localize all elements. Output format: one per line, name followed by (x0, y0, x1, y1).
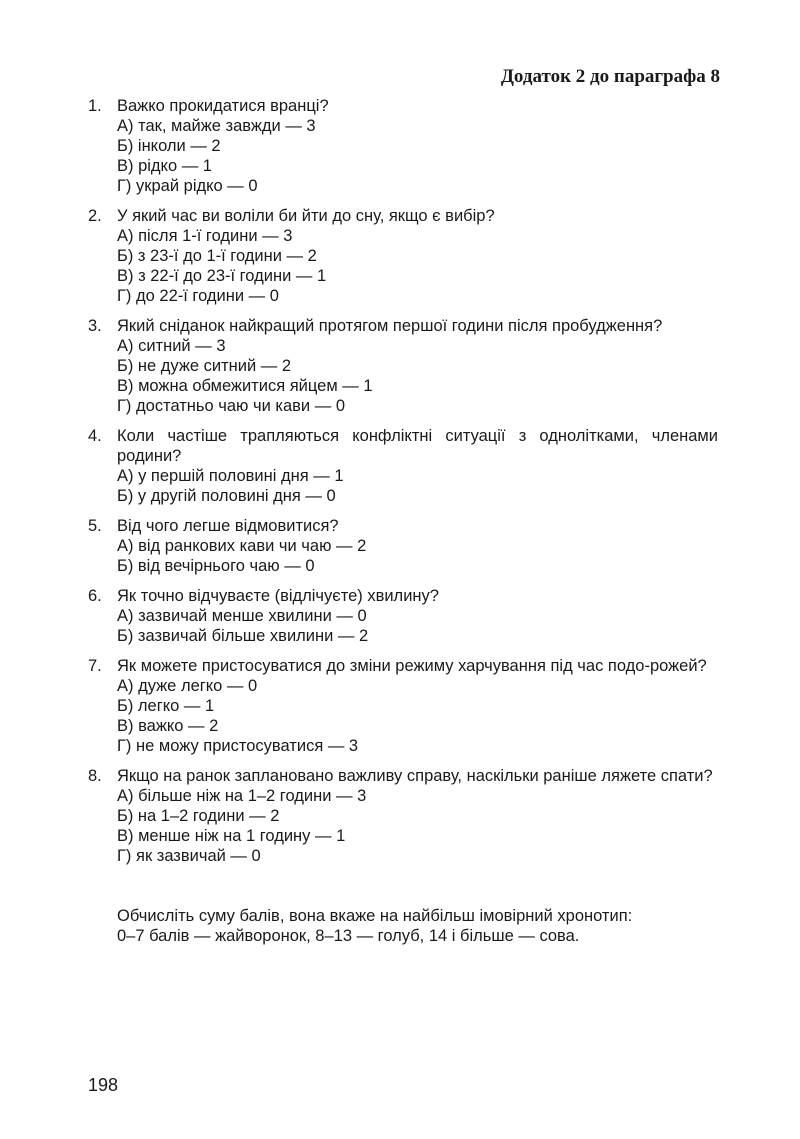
answer-options (88, 226, 718, 306)
question-item (88, 316, 718, 416)
question-number: 2. (88, 207, 102, 225)
answer-option: Б) у другій половині дня — 0 (117, 487, 336, 505)
question-number: 4. (88, 427, 102, 445)
answer-options (88, 116, 718, 196)
question-text: Як точно відчуваєте (відлічуєте) хвилину? (117, 587, 439, 605)
question-number: 7. (88, 657, 102, 675)
question-item (88, 766, 718, 866)
answer-option: Б) легко — 1 (117, 697, 215, 715)
appendix-heading: Додаток 2 до параграфа 8 (500, 66, 720, 87)
answer-option: В) важко — 2 (117, 717, 219, 735)
answer-option: Б) з 23-ї до 1-ї години — 2 (117, 247, 317, 265)
summary-line-2: 0–7 балів — жайворонок, 8–13 — голуб, 14 і більше — сова. (117, 927, 580, 945)
questionnaire (88, 96, 718, 876)
answer-options (88, 676, 718, 756)
answer-option: Б) від вечірнього чаю — 0 (117, 557, 315, 575)
answer-option: Г) як зазвичай — 0 (117, 847, 261, 865)
question-header (88, 316, 718, 336)
question-text: Який сніданок найкращий протягом першої години після пробудження? (117, 317, 663, 335)
answer-option: А) ситний — 3 (117, 337, 226, 355)
answer-option: Г) достатньо чаю чи кави — 0 (117, 397, 345, 415)
answer-option: В) з 22-ї до 23-ї години — 1 (117, 267, 327, 285)
answer-options (88, 606, 718, 646)
page-number: 198 (88, 1075, 119, 1095)
answer-option: Б) на 1–2 години — 2 (117, 807, 280, 825)
answer-options (88, 536, 718, 576)
answer-option: Б) інколи — 2 (117, 137, 221, 155)
answer-option: А) зазвичай менше хвилини — 0 (117, 607, 367, 625)
answer-option: В) менше ніж на 1 годину — 1 (117, 827, 346, 845)
question-text: Важко прокидатися вранці? (117, 97, 329, 115)
answer-option: Г) украй рідко — 0 (117, 177, 258, 195)
question-item (88, 656, 718, 756)
answer-option: Г) до 22-ї години — 0 (117, 287, 279, 305)
scoring-summary (117, 906, 727, 946)
question-item (88, 96, 718, 196)
question-text: Як можете пристосуватися до зміни режиму харчування під час подо-рожей? (117, 657, 707, 675)
question-text: У який час ви воліли би йти до сну, якщо є вибір? (117, 207, 495, 225)
question-header (88, 586, 718, 606)
answer-option: Г) не можу пристосуватися — 3 (117, 737, 359, 755)
question-item (88, 586, 718, 646)
answer-option: Б) не дуже ситний — 2 (117, 357, 292, 375)
question-text: Якщо на ранок заплановано важливу справу, наскільки раніше ляжете спати? (117, 767, 713, 785)
answer-options (88, 786, 718, 866)
question-header (88, 516, 718, 536)
question-header (88, 96, 718, 116)
question-header (88, 206, 718, 226)
question-text: Коли частіше трапляються конфліктні ситуації з однолітками, членами родини? (117, 427, 718, 465)
question-text: Від чого легше відмовитися? (117, 517, 339, 535)
question-header (88, 426, 718, 466)
question-number: 3. (88, 317, 102, 335)
answer-option: А) більше ніж на 1–2 години — 3 (117, 787, 367, 805)
answer-option: А) у першій половині дня — 1 (117, 467, 344, 485)
question-item (88, 206, 718, 306)
question-number: 1. (88, 97, 102, 115)
answer-option: В) можна обмежитися яйцем — 1 (117, 377, 373, 395)
summary-line-1: Обчисліть суму балів, вона вкаже на найбільш імовірний хронотип: (117, 907, 633, 925)
question-header (88, 656, 718, 676)
question-item (88, 516, 718, 576)
answer-option: В) рідко — 1 (117, 157, 212, 175)
answer-options (88, 336, 718, 416)
question-item (88, 426, 718, 506)
answer-option: А) від ранкових кави чи чаю — 2 (117, 537, 367, 555)
question-number: 6. (88, 587, 102, 605)
answer-option: А) так, майже завжди — 3 (117, 117, 316, 135)
answer-option: А) дуже легко — 0 (117, 677, 258, 695)
question-number: 5. (88, 517, 102, 535)
answer-option: А) після 1-ї години — 3 (117, 227, 293, 245)
question-header (88, 766, 718, 786)
question-number: 8. (88, 767, 102, 785)
answer-option: Б) зазвичай більше хвилини — 2 (117, 627, 369, 645)
answer-options (88, 466, 718, 506)
